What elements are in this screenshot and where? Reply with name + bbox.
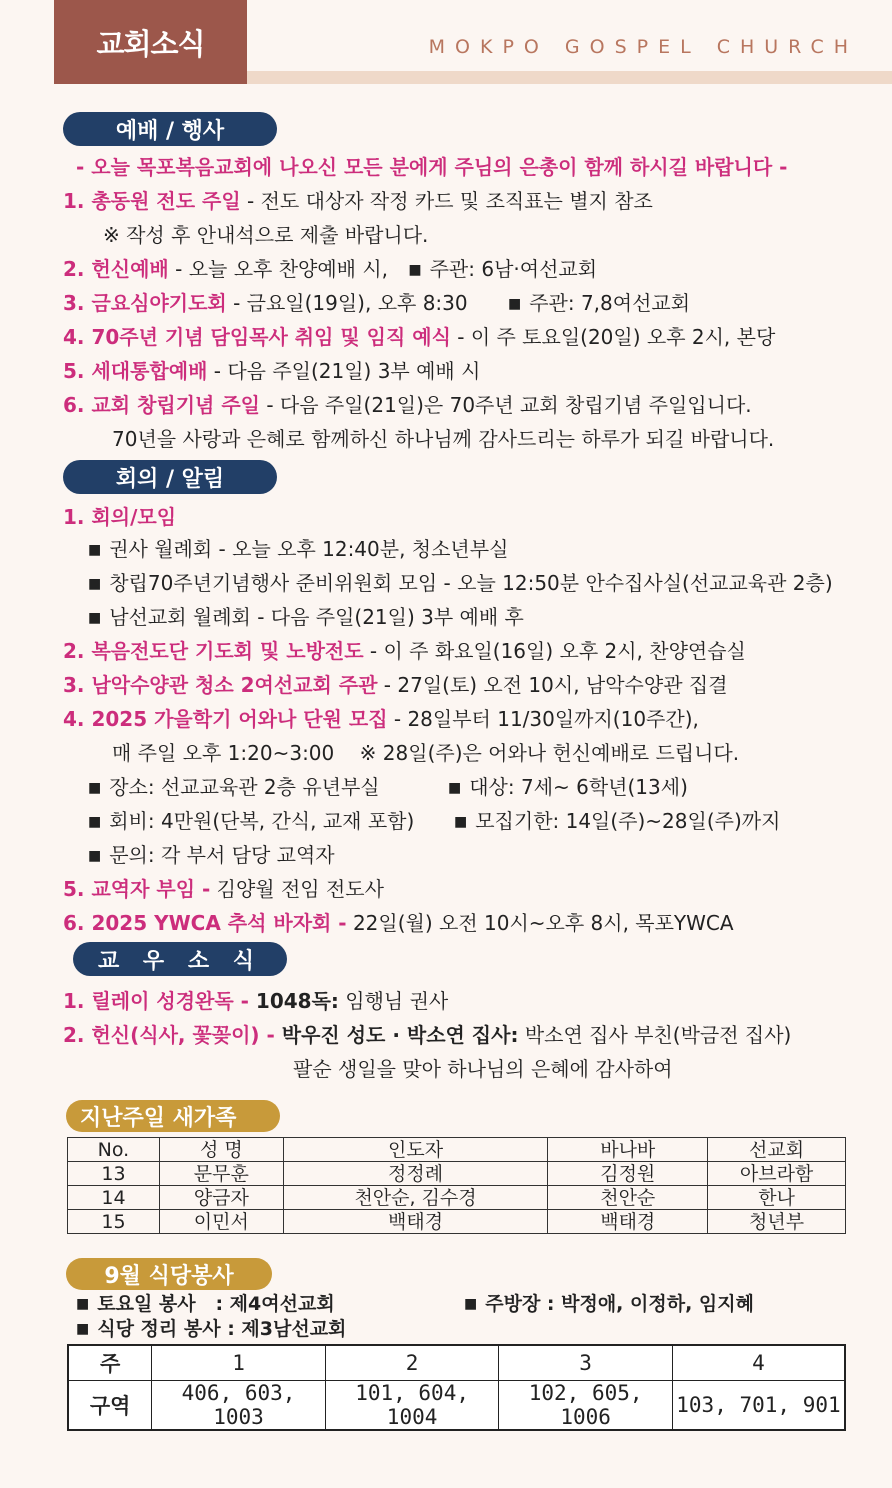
item-bible-reading [63,986,448,1016]
item-head: 1. 총동원 전도 주일 [63,189,241,213]
church-name: MOKPO GOSPEL CHURCH [428,36,858,58]
item-names: 박우진 성도 · 박소연 집사: [274,1023,519,1047]
item-head: 4. 2025 가을학기 어와나 단원 모집 [63,707,388,731]
item-ywca-bazaar [63,908,734,938]
cell: 김정원 [548,1162,708,1186]
header-cell: 바나바 [548,1138,708,1162]
item-text: - 28일부터 11/30일까지(10주간), [387,707,699,731]
header-cell: No. [68,1138,160,1162]
awana-deadline: ■ 모집기한: 14일(주)~28일(주)까지 [454,806,780,839]
awana-fee: ■ 회비: 4만원(단복, 간식, 교재 포함) [88,806,414,839]
item-count: 1048독: [255,989,339,1013]
table-row [68,1162,846,1186]
item-dedication-worship [63,254,597,287]
meetings-notices-heading: 회의 / 알림 [63,460,277,494]
header-cell: 성 명 [159,1138,283,1162]
item-head: 5. 교역자 부임 - [63,877,211,901]
item-head: 4. 70주년 기념 담임목사 취임 및 임직 예식 [63,325,451,349]
item-head: 3. 남악수양관 청소 2여선교회 주관 [63,673,378,697]
item-text: - 27일(토) 오전 10시, 남악수양관 집결 [377,673,728,697]
item-head: 3. 금요심야기도회 [63,291,227,315]
item-text: 22일(월) 오전 10시~오후 8시, 목포YWCA [346,911,734,935]
zone-cell: 102, 605, 1006 [499,1381,673,1431]
greeting: - 오늘 목포복음교회에 나오신 모든 분에게 주님의 은총이 함께 하시길 바랍니다 - [76,155,788,179]
header-cell: 선교회 [708,1138,846,1162]
week-cell: 3 [499,1345,673,1381]
item-text: - 금요일(19일), 오후 8:30 [226,291,468,315]
item-head: 5. 세대통합예배 [63,359,208,383]
item-text: 김양월 전임 전도사 [210,877,384,901]
item-founding-sunday [63,390,752,420]
item-founding-note: 70년을 사랑과 은혜로 함께하신 하나님께 감사드리는 하루가 되길 바랍니다. [112,427,775,451]
zone-cell: 406, 603, 1003 [152,1381,326,1431]
awana-place: ■ 장소: 선교교육관 2층 유년부실 [88,772,380,805]
item-text: - 다음 주일(21일) 3부 예배 시 [207,359,481,383]
item-text: - 다음 주일(21일)은 70주년 교회 창립기념 주일입니다. [259,393,752,417]
item-head: 6. 교회 창립기념 주일 [63,393,260,417]
item-meetings-head: 1. 회의/모임 [63,505,177,529]
item-head: 6. 2025 YWCA 추석 바자회 - [63,911,347,935]
item-head: 2. 복음전도단 기도회 및 노방전도 [63,639,364,663]
member-news-heading: 교 우 소 식 [73,942,287,976]
week-cell: 2 [325,1345,499,1381]
item-host: ■ 주관: 7,8여선교회 [508,291,690,315]
newcomers-heading: 지난주일 새가족 [66,1100,280,1132]
item-text: 박소연 집사 부친(박금전 집사) [518,1023,792,1047]
table-header-row [68,1345,845,1381]
saturday-service: ■ 토요일 봉사 : 제4여선교회 [76,1289,335,1321]
cleanup-service: ■ 식당 정리 봉사 : 제3남선교회 [76,1314,346,1346]
item-head: 1. 릴레이 성경완독 [63,989,234,1013]
cell: 백태경 [548,1210,708,1234]
item-retreat-cleaning [63,670,728,700]
cell: 양금자 [159,1186,283,1210]
cell: 천안순, 김수경 [283,1186,548,1210]
cell: 천안순 [548,1186,708,1210]
table-row [68,1210,846,1234]
item-dedication-note: 팔순 생일을 맞아 하나님의 은혜에 감사하여 [293,1057,673,1081]
cell: 이민서 [159,1210,283,1234]
item-text: - 오늘 오후 찬양예배 시, [168,257,389,281]
item-host: ■ 주관: 6남·여선교회 [408,257,597,281]
worship-events-heading: 예배 / 행사 [63,112,277,146]
cell: 백태경 [283,1210,548,1234]
item-minister-appointment [63,874,384,904]
meeting-committee: ■ 창립70주년기념행사 준비위원회 모임 - 오늘 12:50분 안수집사실(선교교육관 2층) [88,568,833,601]
item-anniversary-installation [63,322,775,352]
meeting-deaconess: ■ 권사 월례회 - 오늘 오후 12:40분, 청소년부실 [88,534,508,567]
section-tab: 교회소식 [54,0,247,84]
table-row [68,1186,846,1210]
chef: ■ 주방장 : 박정애, 이정하, 임지혜 [464,1289,754,1321]
item-dedication-gift [63,1020,791,1050]
zone-cell: 103, 701, 901 [672,1381,845,1431]
item-text: - 전도 대상자 작정 카드 및 조직표는 별지 참조 [240,189,653,213]
week-cell: 4 [672,1345,845,1381]
item-dash: - [233,989,256,1013]
meeting-mens-mission: ■ 남선교회 월례회 - 다음 주일(21일) 3부 예배 후 [88,602,524,635]
item-text: - 이 주 토요일(20일) 오후 2시, 본당 [450,325,776,349]
cell: 15 [68,1210,160,1234]
cell: 정정례 [283,1162,548,1186]
awana-target: ■ 대상: 7세~ 6학년(13세) [448,772,688,805]
item-text: - 이 주 화요일(16일) 오후 2시, 찬양연습실 [363,639,746,663]
newcomers-table [67,1137,846,1234]
item-awana-schedule: 매 주일 오후 1:20~3:00 ※ 28일(주)은 어와나 헌신예배로 드립니다. [112,741,740,765]
item-mobilization-sunday [63,186,653,216]
cell: 한나 [708,1186,846,1210]
cell: 문무훈 [159,1162,283,1186]
week-cell: 1 [152,1345,326,1381]
item-friday-prayer [63,288,690,321]
item-text: 임행님 권사 [338,989,449,1013]
table-header-row [68,1138,846,1162]
awana-contact: ■ 문의: 각 부서 담당 교역자 [88,840,335,873]
header-cell: 인도자 [283,1138,548,1162]
cell: 아브라함 [708,1162,846,1186]
item-head: 2. 헌신예배 [63,257,169,281]
cell: 13 [68,1162,160,1186]
cell: 14 [68,1186,160,1210]
item-head: 2. 헌신(식사, 꽃꽂이) - [63,1023,275,1047]
zone-label: 구역 [68,1381,152,1431]
item-evangelism-prayer [63,636,746,666]
cafeteria-table [67,1344,846,1431]
cell: 청년부 [708,1210,846,1234]
item-awana-recruit [63,704,699,734]
week-label: 주 [68,1345,152,1381]
table-row [68,1381,845,1431]
item-intergenerational-worship [63,356,480,386]
cafeteria-heading: 9월 식당봉사 [66,1258,272,1290]
item-note: ※ 작성 후 안내석으로 제출 바랍니다. [103,223,429,247]
zone-cell-highlighted: 101, 604, 1004 [325,1381,499,1431]
